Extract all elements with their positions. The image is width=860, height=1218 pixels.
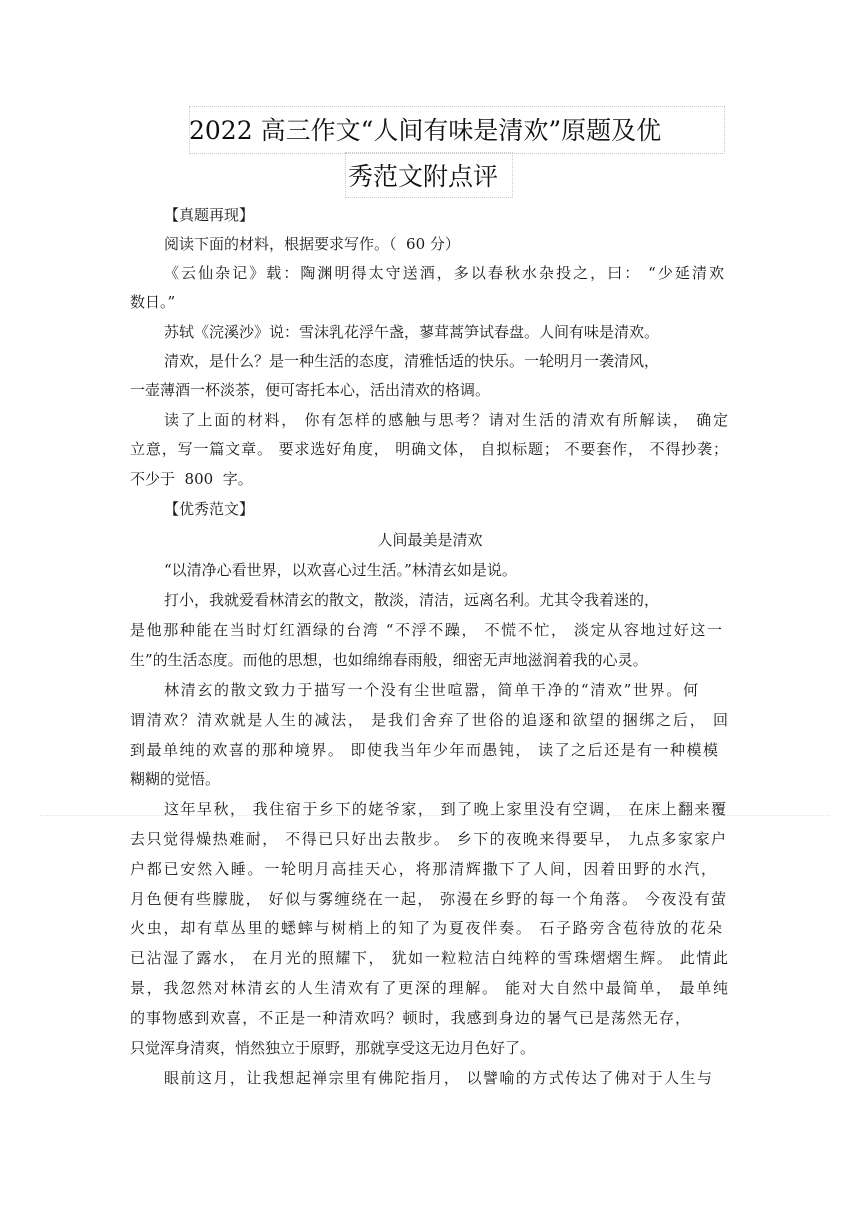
body-line-3: 数日。” (130, 293, 176, 311)
document-title-line1: 2022 高三作文“人间有味是清欢”原题及优 (189, 116, 662, 145)
body-line-14: 林清玄的散文致力于描写一个没有尘世喧嚣，简单干净的“清欢”世界。何 (164, 681, 698, 699)
body-line-21: 月色便有些朦胧， 好似与雾缠绕在一起， 弥漫在乡野的每一个角落。 今夜没有萤 (130, 890, 726, 908)
body-line-1: 阅读下面的材料，根据要求写作。（ 60 分） (164, 235, 460, 253)
body-line-25: 的事物感到欢喜，不正是一种清欢吗？顿时，我感到身边的暑气已是荡然无存， (130, 1009, 690, 1027)
body-line-8: 立意，写一篇文章。 要求选好角度， 明确文体， 自拟标题； 不要套作， 不得抄袭； (130, 440, 728, 458)
body-line-18: 这年早秋， 我住宿于乡下的姥爷家， 到了晚上家里没有空调， 在床上翻来覆 (164, 800, 726, 818)
body-line-7: 读了上面的材料， 你有怎样的感触与思考？请对生活的清欢有所解读， 确定 (164, 411, 728, 429)
document-title-line2: 秀范文附点评 (348, 162, 499, 191)
body-line-6: 一壶薄酒一杯淡茶，便可寄托本心，活出清欢的格调。 (130, 381, 491, 399)
body-line-16: 到最单纯的欢喜的那种境界。 即使我当年少年而愚钝， 读了之后还是有一种模模 (130, 741, 718, 759)
body-line-17: 糊糊的觉悟。 (130, 770, 221, 788)
body-line-12: 是他那种能在当时灯红酒绿的台湾 “不浮不躁， 不慌不忙， 淡定从容地过好这一 (130, 621, 722, 639)
body-line-13: 生”的生活态度。而他的思想，也如绵绵春雨般，细密无声地滋润着我的心灵。 (130, 651, 648, 669)
body-line-23: 已沾湿了露水， 在月光的照耀下， 犹如一粒粒洁白纯粹的雪珠熠熠生辉。 此情此 (130, 949, 728, 967)
body-line-19: 去只觉得燥热难耐， 不得已只好出去散步。 乡下的夜晚来得要早， 九点多家家户 (130, 830, 726, 848)
body-line-5: 清欢，是什么？是一种生活的态度，清雅恬适的快乐。一轮明月一袭清风， (164, 352, 660, 370)
body-line-9: 不少于 800 字。 (130, 470, 253, 488)
essay-title: 人间最美是清欢 (377, 531, 483, 549)
body-line-26: 只觉浑身清爽，悄然独立于原野，那就享受这无边月色好了。 (130, 1039, 536, 1057)
body-line-22: 火虫，却有草丛里的蟋蟀与树梢上的知了为夏夜伴奏。 石子路旁含苞待放的花朵 (130, 919, 722, 937)
body-line-15: 谓清欢？清欢就是人生的减法， 是我们舍弃了世俗的追逐和欲望的捆绑之后， 回 (130, 711, 728, 729)
body-line-24: 景，我忽然对林清玄的人生清欢有了更深的理解。 能对大自然中最简单， 最单纯 (130, 979, 728, 997)
section-header-essay: 【优秀范文】 (164, 500, 255, 518)
body-line-10: “以清净心看世界，以欢喜心过生活。”林清玄如是说。 (164, 561, 517, 579)
body-line-4: 苏轼《浣溪沙》说：雪沫乳花浮午盏，蓼茸蒿笋试春盘。人间有味是清欢。 (164, 323, 660, 341)
body-line-2: 《云仙杂记》载：陶渊明得太守送酒，多以春秋水杂投之，曰： “少延清欢 (164, 264, 724, 282)
section-header-question: 【真题再现】 (164, 206, 255, 224)
body-line-20: 户都已安然入睡。一轮明月高挂天心，将那清辉撒下了人间，因着田野的水汽， (130, 860, 716, 878)
body-line-11: 打小，我就爱看林清玄的散文，散淡，清洁，远离名利。尤其令我着迷的， (164, 591, 660, 609)
body-line-27: 眼前这月，让我想起禅宗里有佛陀指月， 以譬喻的方式传达了佛对于人生与 (164, 1069, 712, 1087)
